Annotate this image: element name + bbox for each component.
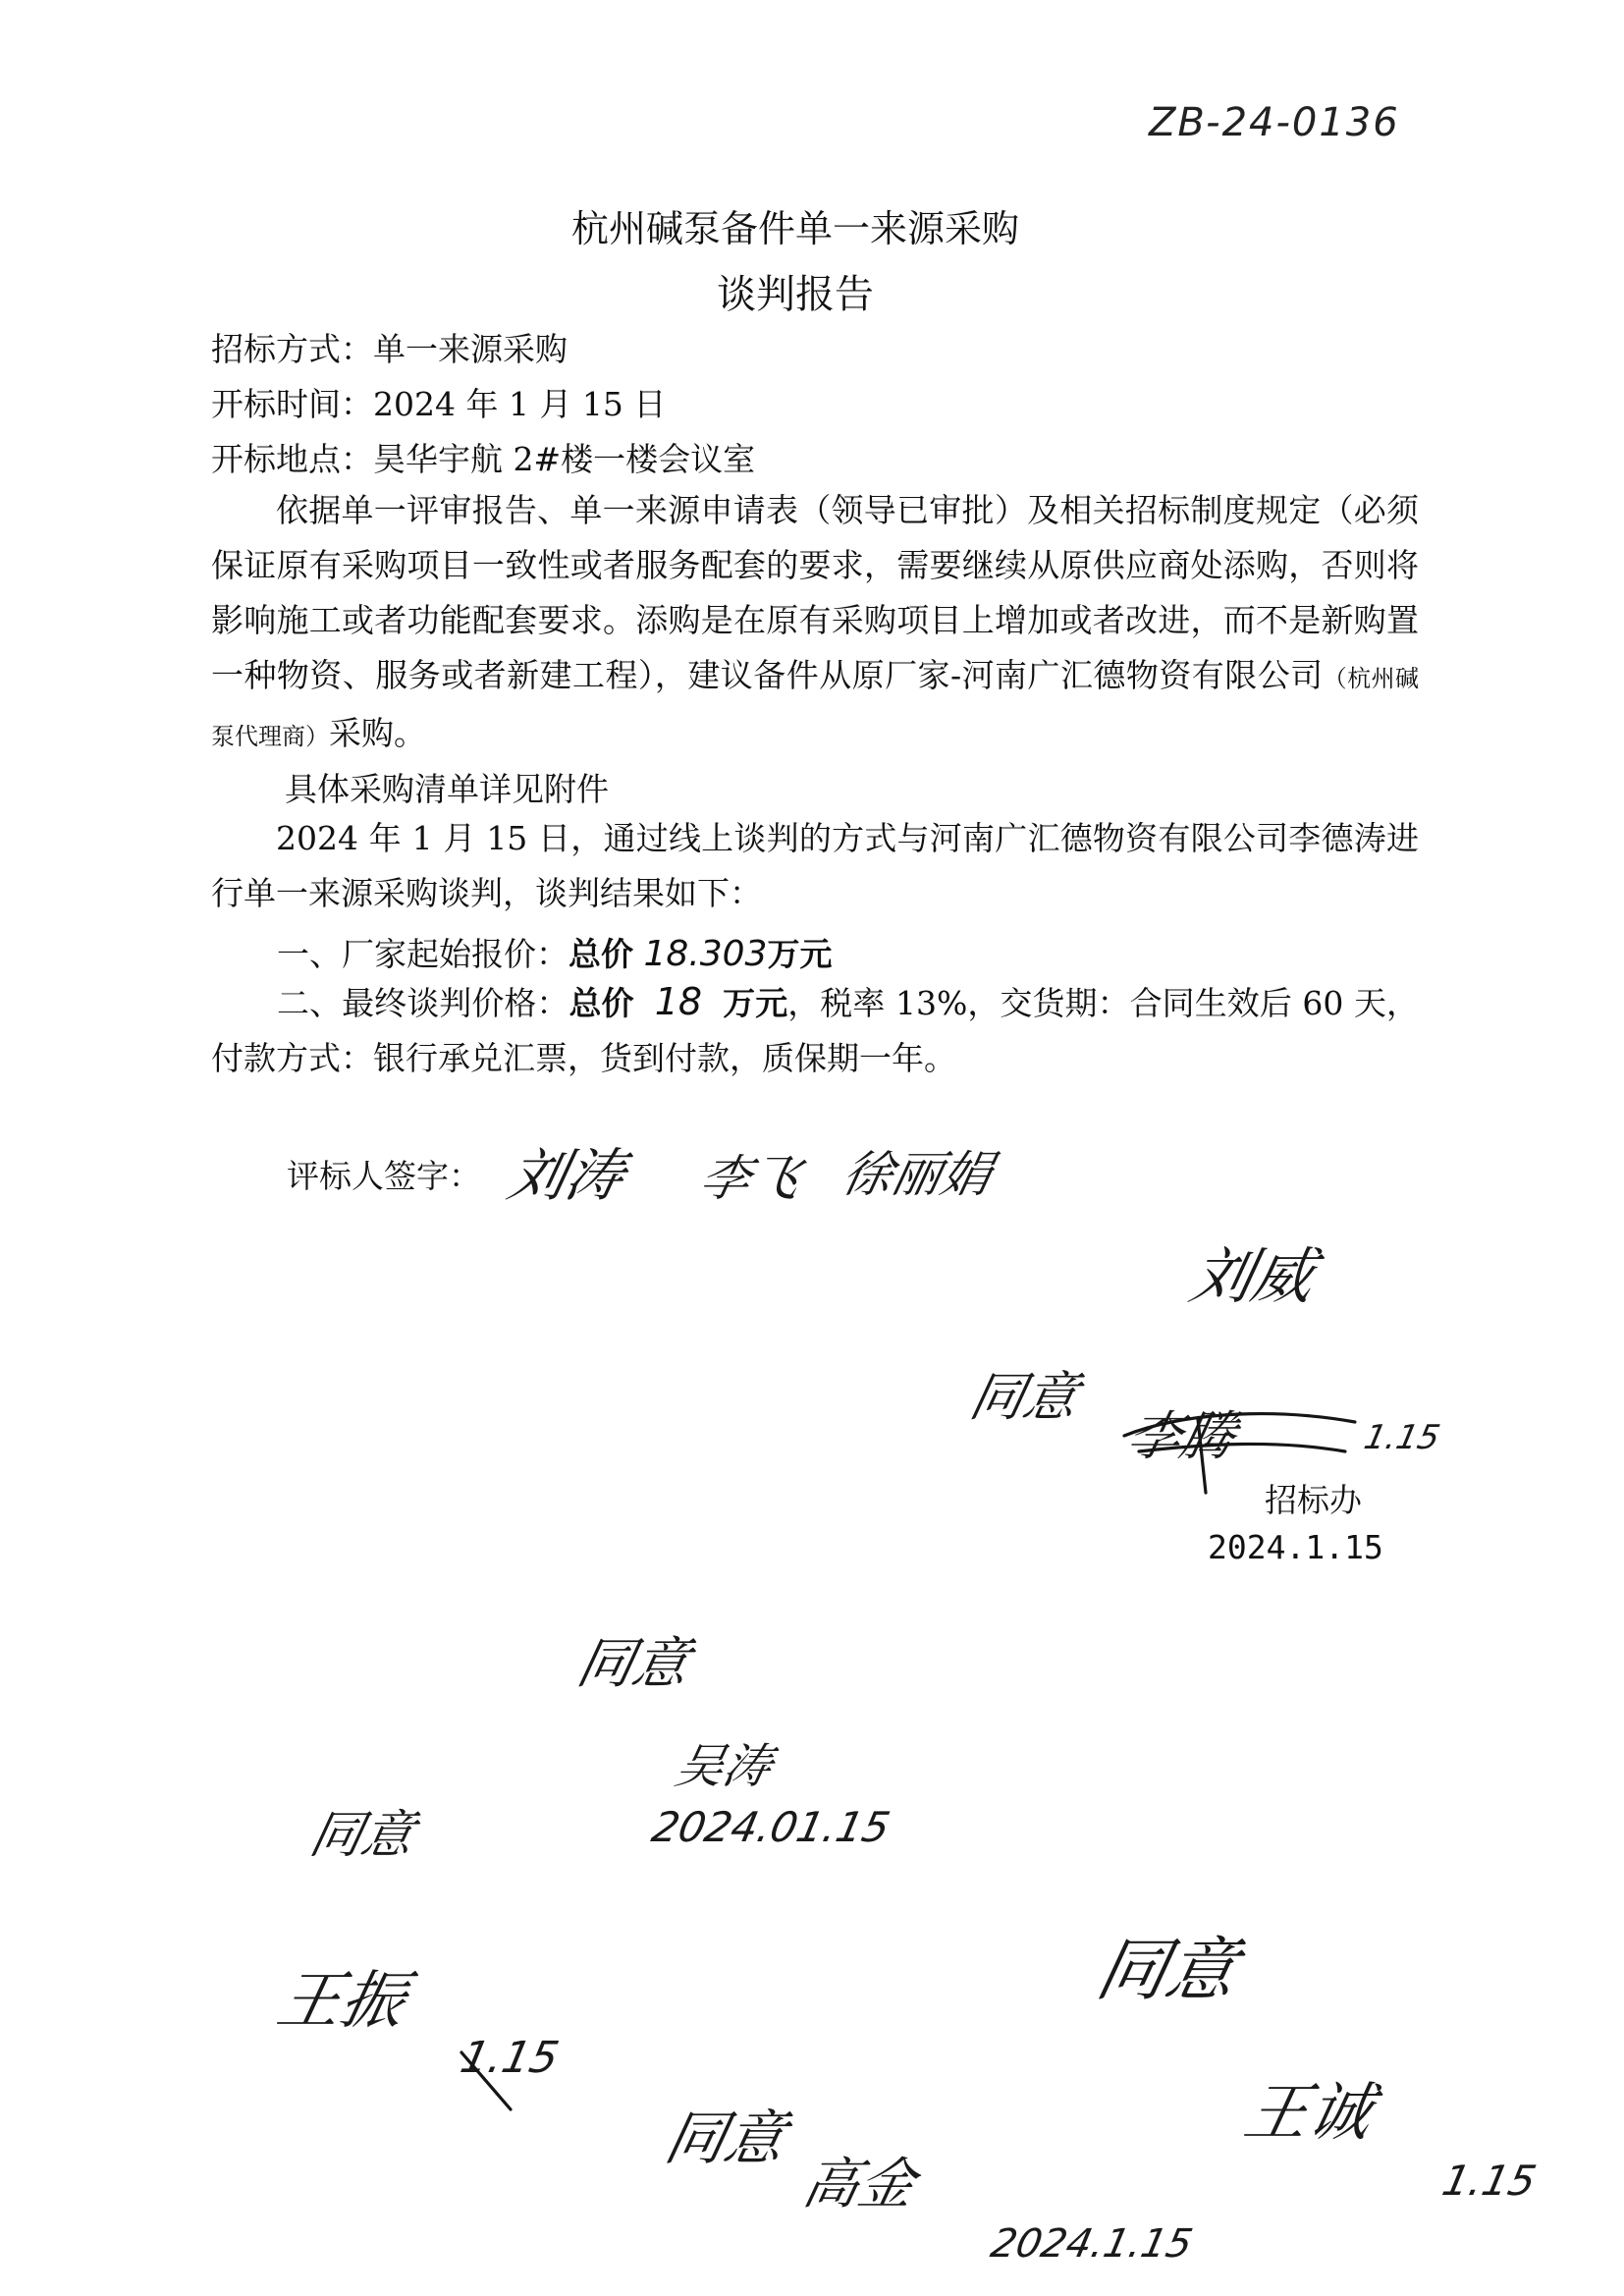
title-line-2: 谈判报告 bbox=[717, 272, 874, 317]
field-label: 开标时间： bbox=[211, 385, 373, 423]
paragraph-negotiation: 2024 年 1 月 15 日，通过线上谈判的方式与河南广汇德物资有限公司李德涛进行单一来源采购谈判，谈判结果如下： bbox=[211, 819, 1419, 912]
date-b: 2024.01.15 bbox=[647, 1803, 894, 1851]
date-d: 1.15 bbox=[1437, 2157, 1541, 2205]
signature-b: 吴涛 bbox=[671, 1739, 778, 1794]
signature-d: 王诚 bbox=[1237, 2077, 1380, 2150]
field-label: 开标地点： bbox=[211, 440, 373, 478]
office-name: 招标办 bbox=[1265, 1481, 1362, 1519]
office-date: 2024.1.15 bbox=[1208, 1528, 1383, 1566]
paragraph-attachment: 具体采购清单详见附件 bbox=[285, 770, 609, 808]
approval-note-d: 同意 bbox=[1090, 1930, 1245, 2010]
approval-note-b: 同意 bbox=[571, 1632, 695, 1696]
approval-note-a: 同意 bbox=[964, 1366, 1084, 1428]
signature-stroke bbox=[461, 2052, 511, 2109]
field-value: 昊华宇航 2#楼一楼会议室 bbox=[373, 440, 756, 478]
final-price-value: 18 bbox=[654, 980, 703, 1023]
title-line-1: 杭州碱泵备件单一来源采购 bbox=[570, 207, 1019, 250]
signature-right-1: 刘威 bbox=[1184, 1240, 1322, 1312]
date-e: 2024.1.15 bbox=[987, 2221, 1197, 2267]
strikethrough-line bbox=[1124, 1414, 1355, 1436]
signature-stroke bbox=[1198, 1419, 1206, 1493]
reference-number: ZB-24-0136 bbox=[1149, 100, 1400, 145]
signature-evaluator-1: 刘涛 bbox=[502, 1142, 631, 1209]
strikethrough-line bbox=[1139, 1444, 1345, 1451]
signature-e: 高金 bbox=[797, 2153, 921, 2216]
approval-note-e: 同意 bbox=[659, 2105, 792, 2173]
agent-note: （杭州碱泵代理商） bbox=[211, 665, 1419, 750]
item-final-price: 二、最终谈判价格：总价 18 万元，税率 13%，交货期：合同生效后 60 天，付款方式：银行承兑汇票，货到付款，质保期一年。 bbox=[211, 980, 1420, 1077]
signature-c-note: 1.15 bbox=[456, 2033, 564, 2083]
signature-struck-note: 1.15 bbox=[1360, 1418, 1443, 1457]
signature-evaluator-2: 李飞 bbox=[694, 1150, 806, 1207]
paragraph-basis: 依据单一评审报告、单一来源申请表（领导已审批）及相关招标制度规定（必须保证原有采购项目一致性或者服务配套的要求，需要继续从原供应商处添购，否则将影响施工或者功能配套要求。添购是在原有采购项目上增加或者改进，而不是新购置一种物资、服务或者新建工程），建议备件从原厂家-河南广汇德物资有限公司（杭州碱泵代理商）采购。 bbox=[211, 491, 1419, 752]
field-label: 招标方式： bbox=[211, 330, 373, 368]
signature-c: 王振 bbox=[270, 1965, 412, 2038]
item-initial-quote: 一、厂家起始报价：总价 18.303万元 bbox=[277, 934, 833, 974]
field-value: 2024 年 1 月 15 日 bbox=[373, 385, 667, 423]
approval-note-c: 同意 bbox=[304, 1806, 420, 1865]
signature-struck: 李腾 bbox=[1121, 1405, 1241, 1467]
initial-quote-value: 18.303 bbox=[643, 934, 768, 974]
field-value: 单一来源采购 bbox=[373, 330, 568, 368]
signature-evaluator-3: 徐丽娟 bbox=[837, 1146, 998, 1203]
signature-label: 评标人签字： bbox=[287, 1157, 481, 1195]
